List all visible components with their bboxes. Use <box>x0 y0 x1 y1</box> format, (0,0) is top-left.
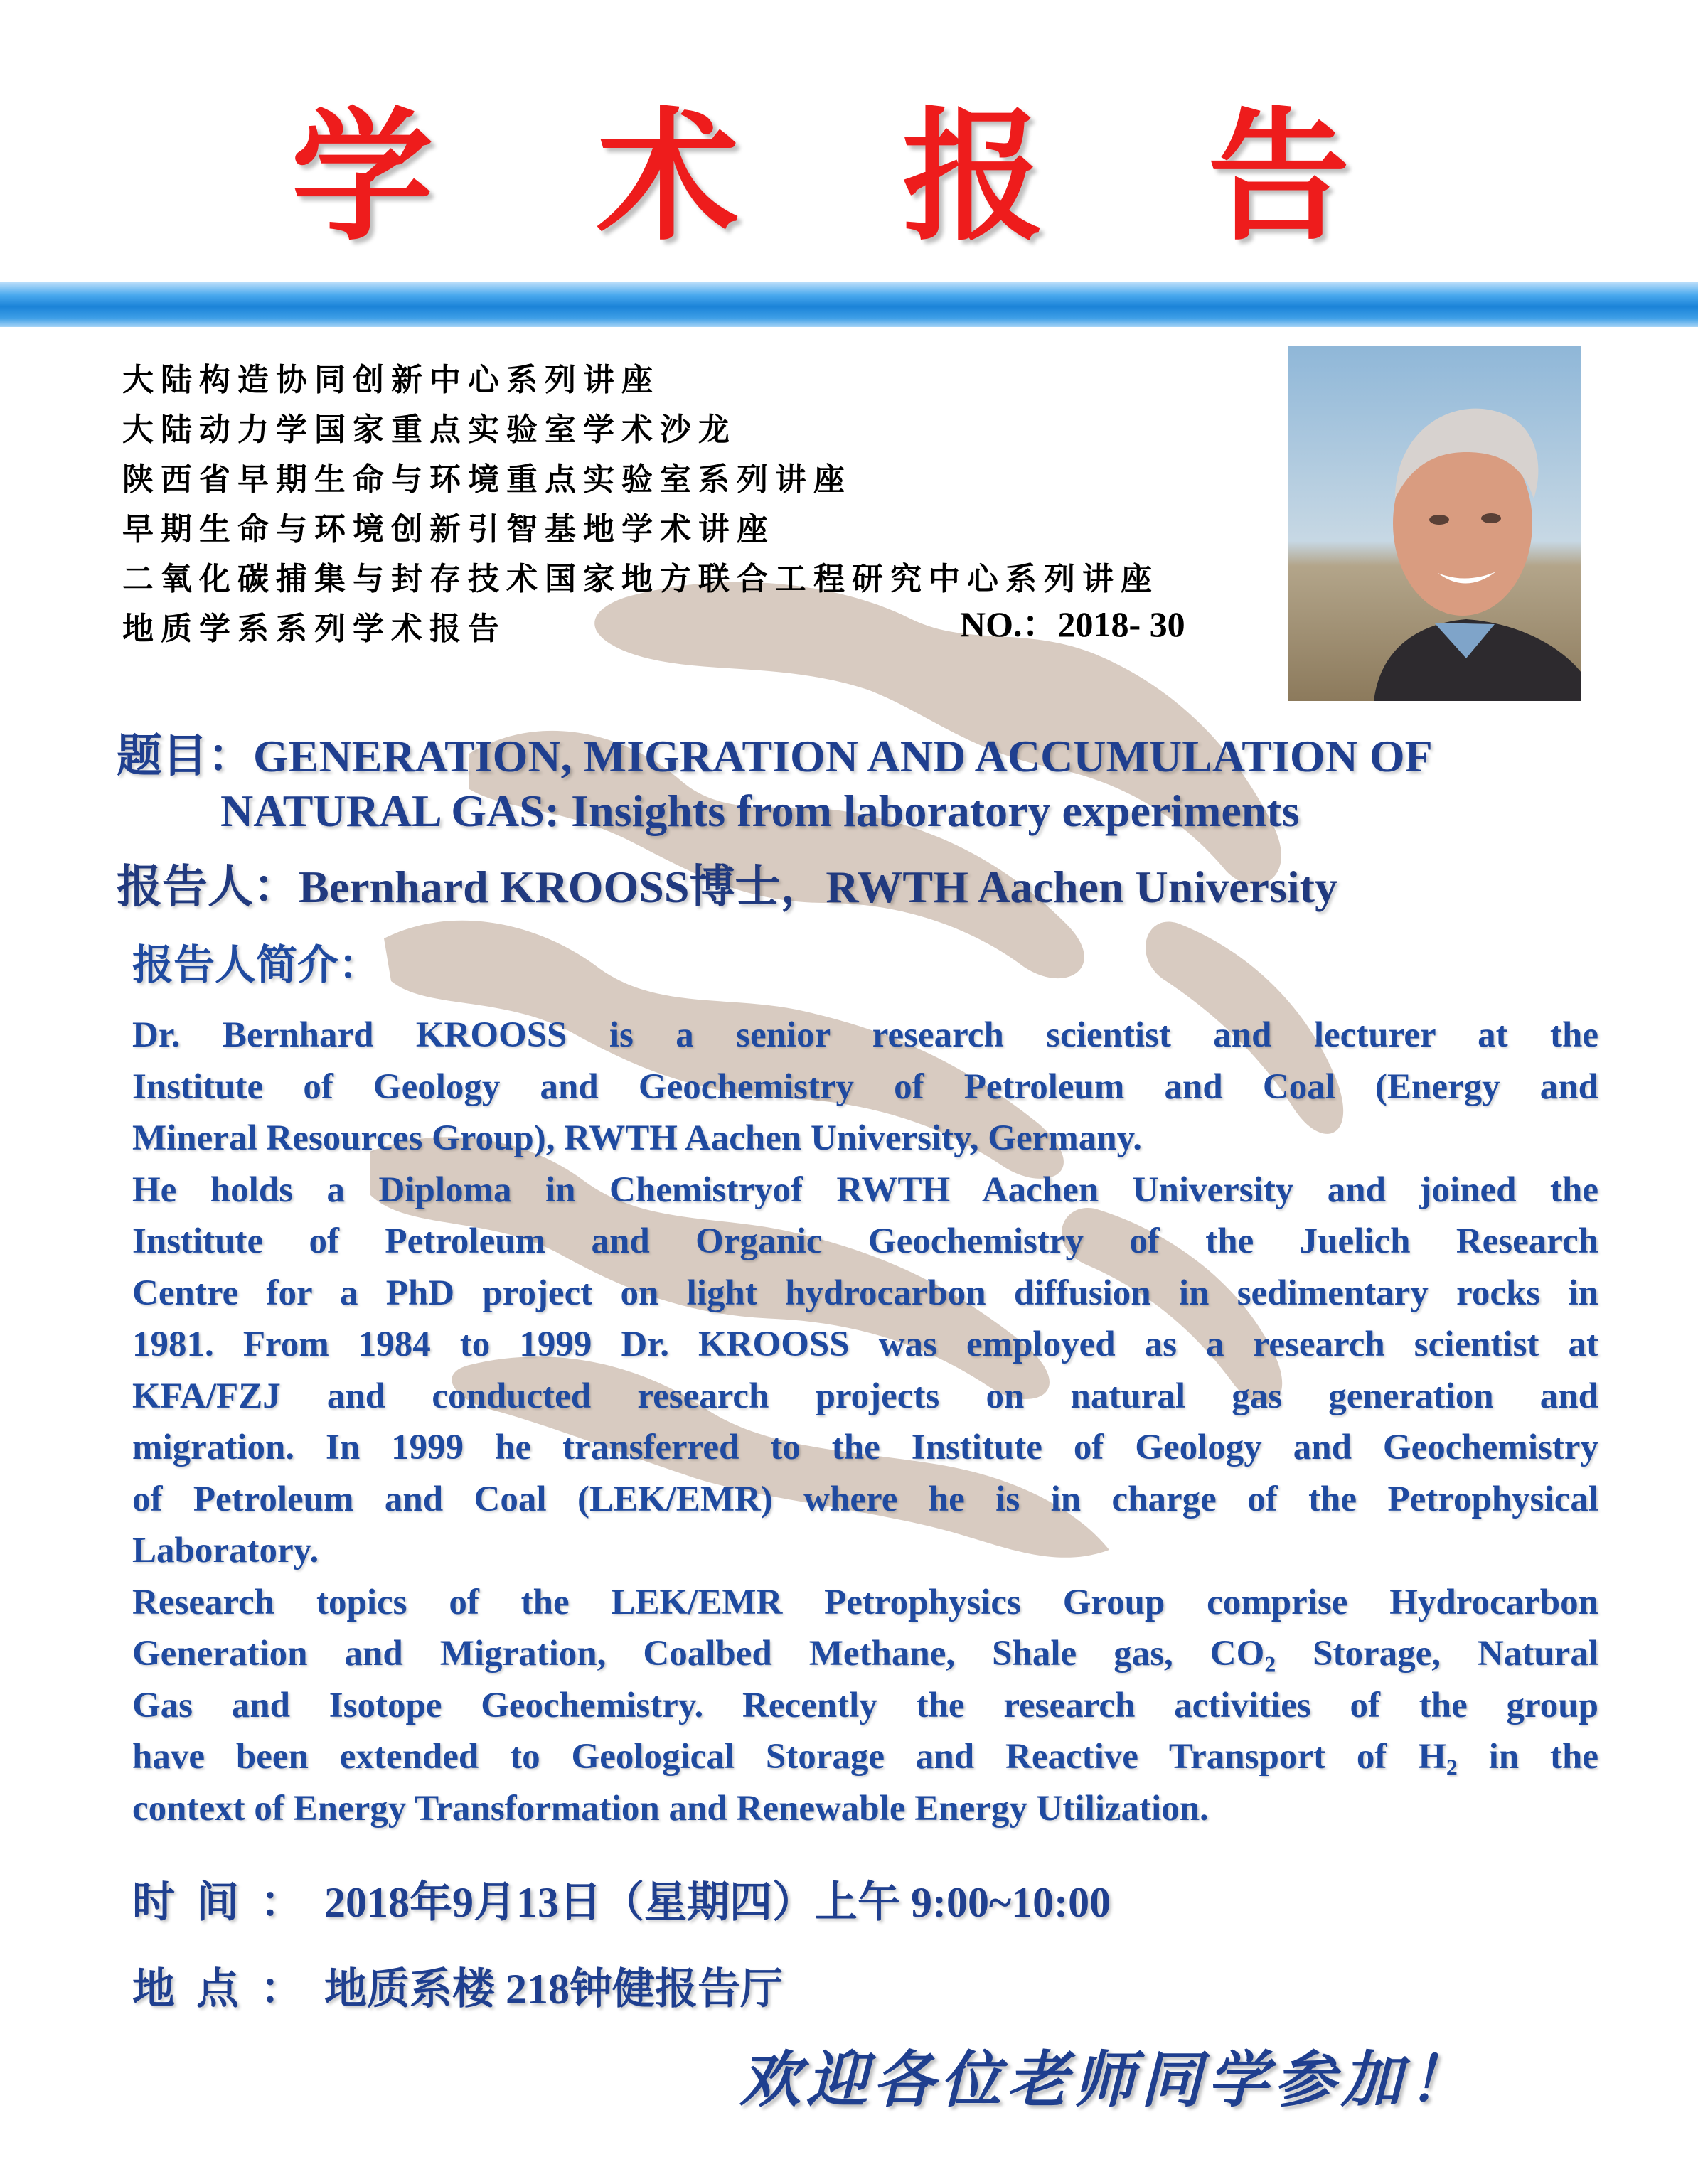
time-value: 2018年9月13日（星期四）上午 9:00~10:00 <box>324 1879 1111 1926</box>
bio-text: in the <box>1457 1737 1598 1777</box>
page-title: 学 术 报 告 <box>291 95 1407 260</box>
speaker-photo <box>1288 346 1581 701</box>
series-item: 早期生命与环境创新引智基地学术讲座 <box>122 511 775 547</box>
topic-line-1 <box>117 719 1433 785</box>
bio-line: context of Energy Transformation and Renewable Energy Utilization. <box>132 1788 1209 1829</box>
speaker-bio <box>132 1010 1598 1834</box>
bio-line: KFA/FZJ and conducted research projects on natural gas generation and <box>132 1376 1598 1416</box>
bio-line: He holds a Diploma in Chemistryof RWTH Aachen University and joined the <box>132 1169 1598 1210</box>
speaker-name: Bernhard KROOSS博士，RWTH Aachen University <box>299 862 1337 912</box>
bio-line <box>132 1731 1598 1783</box>
speaker-label: 报告人： <box>117 861 299 914</box>
bio-line: Centre for a PhD project on light hydrocarbon diffusion in sedimentary rocks in <box>132 1273 1598 1313</box>
bio-label: 报告人简介： <box>132 941 380 989</box>
bio-line: Institute of Geology and Geochemistry of Petroleum and Coal (Energy and <box>132 1066 1598 1107</box>
bio-line: Gas and Isotope Geochemistry. Recently the research activities of the group <box>132 1685 1598 1725</box>
bio-line <box>132 1628 1598 1680</box>
time-row <box>132 1868 1111 1929</box>
bio-line: Research topics of the LEK/EMR Petrophysics Group comprise Hydrocarbon <box>132 1582 1598 1622</box>
series-item: 陕西省早期生命与环境重点实验室系列讲座 <box>122 461 852 498</box>
report-number: NO.：2018- 30 <box>960 604 1185 644</box>
topic-label: 题目： <box>117 730 253 783</box>
bio-text: Generation and Migration, Coalbed Methane, Shale gas, CO <box>132 1634 1265 1674</box>
topic-title-part1: GENERATION, MIGRATION AND ACCUMULATION OF <box>253 731 1433 781</box>
place-value: 地质系楼 218钟健报告厅 <box>324 1966 783 2013</box>
speaker-line <box>117 850 1337 916</box>
series-item: 地质学系系列学术报告 <box>122 611 506 647</box>
bio-line: migration. In 1999 he transferred to the Institute of Geology and Geochemistry <box>132 1428 1598 1467</box>
bio-text: Storage, Natural <box>1276 1634 1598 1674</box>
series-item: 二氧化碳捕集与封存技术国家地方联合工程研究中心系列讲座 <box>122 561 1159 597</box>
bio-line: Institute of Petroleum and Organic Geochemistry of the Juelich Research <box>132 1221 1598 1261</box>
place-row <box>132 1955 783 2016</box>
welcome-message: 欢迎各位老师同学参加！ <box>739 2045 1475 2116</box>
subscript: 2 <box>1446 1755 1458 1780</box>
bio-line: of Petroleum and Coal (LEK/EMR) where he is in charge of the Petrophysical <box>132 1479 1598 1519</box>
subscript: 2 <box>1264 1652 1276 1677</box>
bio-line: Dr. Bernhard KROOSS is a senior research scientist and lecturer at the <box>132 1015 1598 1055</box>
bio-text: have been extended to Geological Storage and Reactive Transport of H <box>132 1737 1446 1777</box>
time-label: 时间： <box>132 1878 324 1927</box>
bio-line: Laboratory. <box>132 1531 319 1570</box>
header-band <box>0 282 1698 327</box>
series-item: 大陆动力学国家重点实验室学术沙龙 <box>122 412 737 448</box>
topic-title-part2: NATURAL GAS: Insights from laboratory experiments <box>220 786 1300 836</box>
bio-line: Mineral Resources Group), RWTH Aachen University, Germany. <box>132 1118 1143 1158</box>
place-label: 地点： <box>132 1964 324 2014</box>
bio-line: 1981. From 1984 to 1999 Dr. KROOSS was employed as a research scientist at <box>132 1324 1598 1364</box>
series-item: 大陆构造协同创新中心系列讲座 <box>122 362 660 398</box>
